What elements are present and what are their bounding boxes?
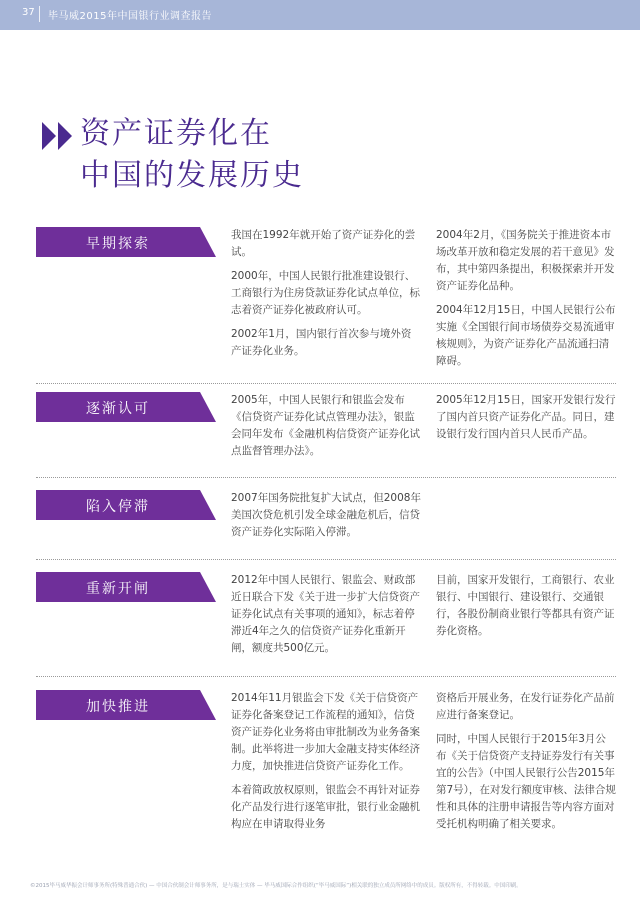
paragraph: 目前，国家开发银行，工商银行、农业银行、中国银行、建设银行、交通银行，各股份制商业银行等都具有资产证券化资格。 xyxy=(436,574,615,637)
section-label xyxy=(36,392,216,422)
paragraph: 资格后开展业务，在发行证券化产品前应进行备案登记。 xyxy=(436,692,615,721)
paragraph: 2005年12月15日，国家开发银行发行了国内首只资产证券化产品。同日，建设银行发行国内首只人民币产品。 xyxy=(436,394,616,440)
paragraph: 2000年，中国人民银行批准建设银行、工商银行为住房贷款证券化试点单位，标志着资产证券化被政府认可。 xyxy=(231,270,420,316)
paragraph: 本着简政放权原则，银监会不再针对证券化产品发行进行逐笔审批，银行业金融机构应在申请取得业务 xyxy=(231,784,420,830)
left-column xyxy=(231,690,421,840)
left-column xyxy=(231,572,421,664)
heading-line-2: 中国的发展历史 xyxy=(80,158,304,193)
section-label-text: 重新开闸 xyxy=(86,581,150,597)
left-column xyxy=(231,490,421,548)
paragraph: 2005年，中国人民银行和银监会发布《信贷资产证券化试点管理办法》，银监会同年发布《金融机构信贷资产证券化试点监督管理办法》。 xyxy=(231,394,420,457)
section-label xyxy=(36,227,216,257)
section-divider xyxy=(36,559,616,560)
section-label-text: 早期探索 xyxy=(86,236,150,252)
section-divider xyxy=(36,676,616,677)
left-column xyxy=(231,227,421,367)
section-label xyxy=(36,690,216,720)
section-label-text: 逐渐认可 xyxy=(86,401,150,417)
right-column xyxy=(436,392,616,450)
header-divider xyxy=(39,6,40,22)
right-column xyxy=(436,227,616,377)
section-label xyxy=(36,572,216,602)
paragraph: 2002年1月，国内银行首次参与境外资产证券化业务。 xyxy=(231,328,412,357)
double-chevron-right-icon xyxy=(42,122,78,150)
header-bar xyxy=(0,0,640,30)
section-divider xyxy=(36,477,616,478)
paragraph: 2014年11月银监会下发《关于信贷资产证券化备案登记工作流程的通知》，信贷资产证券化业务将由审批制改为业务备案制。此举将进一步加大金融支持实体经济力度，加快推进信贷资产证券化工作。 xyxy=(231,692,420,772)
paragraph: 2012年中国人民银行、银监会、财政部近日联合下发《关于进一步扩大信贷资产证券化试点有关事项的通知》，标志着停滞近4年之久的信贷资产证券化重新开闸，额度共500亿元。 xyxy=(231,574,420,654)
section-label xyxy=(36,490,216,520)
paragraph: 2004年12月15日，中国人民银行公布实施《全国银行间市场债券交易流通审核规则》，为资产证券化产品流通扫清障碍。 xyxy=(436,304,616,367)
page-number: 37 xyxy=(22,7,35,18)
right-column xyxy=(436,572,616,647)
left-column xyxy=(231,392,421,467)
section-label-text: 陷入停滞 xyxy=(86,499,150,515)
heading-line-1: 资产证券化在 xyxy=(80,116,272,151)
section-label-text: 加快推进 xyxy=(86,699,150,715)
section-divider xyxy=(36,383,616,384)
paragraph: 2007年国务院批复扩大试点，但2008年美国次贷危机引发全球金融危机后，信贷资产证券化实际陷入停滞。 xyxy=(231,492,421,538)
right-column xyxy=(436,690,616,840)
report-title: 毕马威2015年中国银行业调查报告 xyxy=(48,11,212,22)
footer-copyright: ©2015毕马威华振会计师事务所(特殊普通合伙) — 中国合伙制会计师事务所，是与瑞士实体 — 毕马威国际合作组织(“毕马威国际”)相关联的独立成员所网络中的成员。版权所有，不得转载。中国印刷。 xyxy=(30,883,522,889)
paragraph: 我国在1992年就开始了资产证券化的尝试。 xyxy=(231,229,416,258)
paragraph: 同时，中国人民银行于2015年3月公布《关于信贷资产支持证券发行有关事宜的公告》（中国人民银行公告2015年第7号），在对发行额度审核、法律合规性和具体的注册申请报告等内容方面对受托机构明确了相关要求。 xyxy=(436,733,616,830)
paragraph: 2004年2月，《国务院关于推进资本市场改革开放和稳定发展的若干意见》发布，其中第四条提出，积极探索并开发资产证券化品种。 xyxy=(436,229,615,292)
